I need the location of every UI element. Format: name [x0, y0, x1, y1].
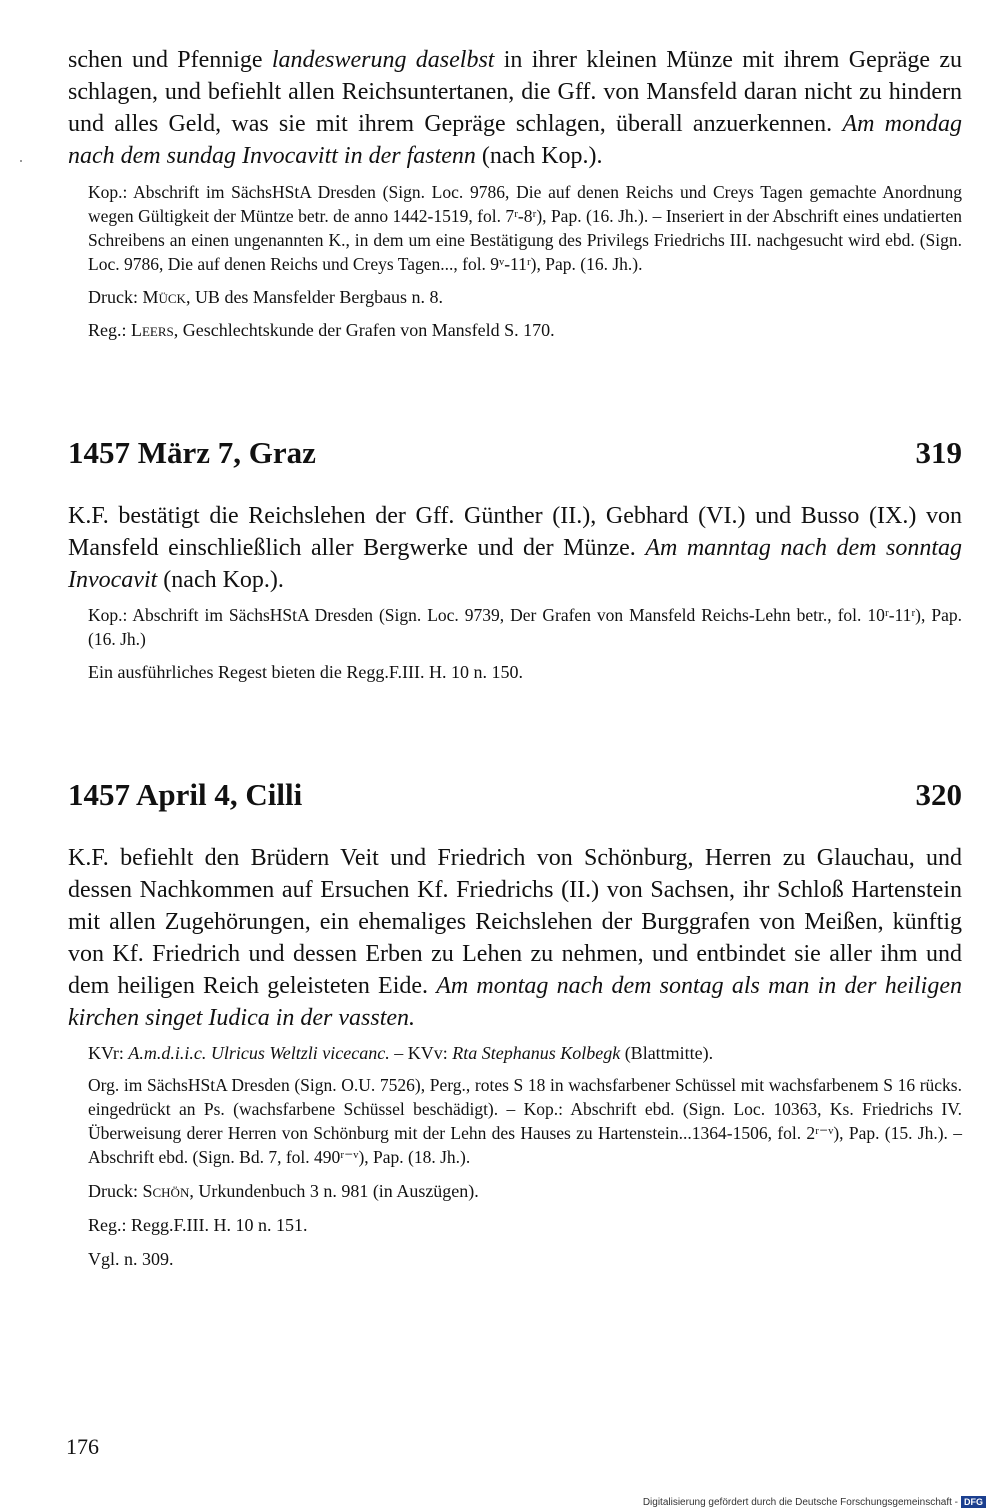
margin-dot: [20, 160, 22, 162]
entry-body: K.F. bestätigt die Reichslehen der Gff. Günther (II.), Gebhard (VI.) und Busso (IX.) von Mansfeld einschließlich aller Bergwerke und der Münze. Am manntag nach dem sonntag Invocavit (nach Kop.).: [68, 503, 963, 593]
page-content: [68, 44, 962, 1271]
print-note: Druck: Mück, UB des Mansfelder Bergbaus n. 8.: [88, 287, 444, 307]
regest-note: Ein ausführliches Regest bieten die Regg.F.III. H. 10 n. 150.: [88, 662, 523, 682]
chancery-note: KVr: A.m.d.i.i.c. Ulricus Weltzli vicecanc. – KVv: Rta Stephanus Kolbegk (Blattmitte).: [88, 1043, 714, 1063]
entry-continuation: [68, 44, 962, 342]
entry-date-place: 1457 März 7, Graz: [68, 435, 316, 470]
entry-heading: [68, 776, 962, 814]
copy-note: Kop.: Abschrift im SächsHStA Dresden (Sign. Loc. 9739, Der Grafen von Mansfeld Reichs-Lehn betr., fol. 10ʳ-11ʳ), Pap. (16. Jh.): [88, 605, 962, 649]
dfg-logo: DFG: [961, 1496, 986, 1508]
entry-date-place: 1457 April 4, Cilli: [68, 777, 303, 812]
entry-body: schen und Pfennige landeswerung daselbst in ihrer kleinen Münze mit ihrem Gepräge zu schlagen, und befiehlt allen Reichsuntertanen, die Gff. von Mansfeld daran nicht zu hindern und alles Geld, was sie mit ihrem Gepräge schlagen, überall anzuerkennen. Am mondag nach dem sundag Invocavitt in der fastenn (nach Kop.).: [68, 47, 963, 169]
entry-heading: [68, 434, 962, 472]
compare-note: Vgl. n. 309.: [88, 1249, 174, 1269]
regest-note: Reg.: Regg.F.III. H. 10 n. 151.: [88, 1215, 308, 1235]
print-note: Druck: Schön, Urkundenbuch 3 n. 981 (in Auszügen).: [88, 1181, 479, 1201]
entry-body: K.F. befiehlt den Brüdern Veit und Friedrich von Schönburg, Herren zu Glauchau, und dessen Nachkommen auf Ersuchen Kf. Friedrichs (II.) von Sachsen, ihr Schloß Hartenstein mit allen Zugehörungen, ein ehemaliges Reichslehen der Burggrafen von Meißen, künftig von Kf. Friedrich und dessen Erben zu Lehen zu nehmen, und entbindet sie aller ihm und dem heiligen Reich geleisteten Eide. Am montag nach dem sontag als man in der heiligen kirchen singet Iudica in der vassten.: [68, 845, 962, 1031]
copy-note: Kop.: Abschrift im SächsHStA Dresden (Sign. Loc. 9786, Die auf denen Reichs und Creys Tagen gemachte Anordnung wegen Gültigkeit der Müntze betr. de anno 1442-1519, fol. 7ʳ-8ʳ), Pap. (16. Jh.). – Inseriert in der Abschrift eines undatierten Schreibens an einen ungenannten K., in dem um eine Bestätigung des Privilegs Friedrichs III. nachgesucht wird ebd. (Sign. Loc. 9786, Die auf denen Reichs und Creys Tagen..., fol. 9ᵛ-11ʳ), Pap. (16. Jh.).: [88, 182, 962, 274]
entry-number: 320: [915, 777, 962, 812]
entry-number: 319: [915, 435, 962, 470]
page-number: 176: [66, 1434, 99, 1459]
footer-text: Digitalisierung gefördert durch die Deutsche Forschungsgemeinschaft -: [642, 1496, 958, 1508]
regest-note: Reg.: Leers, Geschlechtskunde der Grafen von Mansfeld S. 170.: [88, 320, 555, 340]
original-note: Org. im SächsHStA Dresden (Sign. O.U. 7526), Perg., rotes S 18 in wachsfarbener Schüssel mit wachsfarbenem S 16 rücks. eingedrückt an Ps. (wachsfarbene Schüssel beschädigt). – Kop.: Abschrift ebd. (Sign. Loc. 10363, Ks. Friedrichs IV. Überweisung derer Herren von Schönburg mit der Lehn des Hauses zu Hartenstein...1364-1506, fol. 2ʳ⁻ᵛ), Pap. (15. Jh.). – Abschrift ebd. (Sign. Bd. 7, fol. 490ʳ⁻ᵛ), Pap. (18. Jh.).: [88, 1075, 962, 1167]
footer-credit: [643, 1496, 986, 1508]
entry-320: [68, 776, 962, 1271]
entry-319: [68, 434, 962, 684]
